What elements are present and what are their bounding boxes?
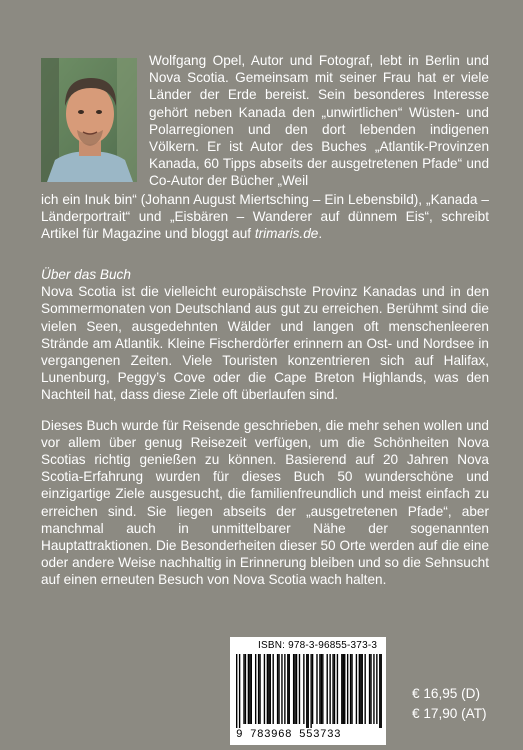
barcode-bar [321,654,322,724]
about-book-section [41,266,489,602]
barcode-bar [258,654,259,724]
barcode-bar [281,654,282,724]
barcode-bar [268,654,269,724]
author-bio-text: Wolfgang Opel, Autor und Fotograf, lebt in Berlin und Nova Scotia. Gemeinsam mit seiner Frau hat er viele Länder der Erde bereist. Sein besonderes Interesse gehört neben Kanada den „unwirtlichen“ Wüsten- und Polarregionen und den dort lebenden indigenen Völkern. Er ist Autor des Buches „Atlantik-Provinzen Kanada, 60 Tipps abseits der ausgetretenen Pfade“ und Co-Autor der Bücher „Weil [149,53,489,189]
barcode-bar [327,654,328,724]
barcode-bar [332,654,333,724]
author-bio [149,52,489,190]
barcode-bar [243,654,244,724]
barcode-bar [312,654,313,724]
author-photo [41,58,137,182]
barcode-bar [249,654,250,724]
barcode-bar [369,654,370,724]
about-paragraph-2: Dieses Buch wurde für Reisende geschrieben, die mehr sehen wollen und vor allem über genug Reisezeit verfügen, um die Schönheiten Nova Scotias richtig genießen zu können. Basierend auf 20 Jahren Nova Scotia-Erfahrung wurden für dieses Buch 50 wunderschöne und einzigartige Ziele ausgesucht, die familienfreundlich und meist einfach zu erreichen sind. Sie liegen abseits der „ausgetretenen Pfade“, aber manchmal auch in unmittelbarer Nähe der sogenannten Hauptattraktionen. Die Besonderheiten dieser 50 Orte werden auf die eine oder andere Weise nachhaltig in Erinnerung bleiben und so die Sehnsucht auf einen erneuten Besuch von Nova Scotia wach halten. [41,417,489,588]
barcode-bar [236,654,237,728]
barcode-bar [277,654,278,724]
barcode-bar [322,654,323,724]
barcode-bar [296,654,297,724]
author-bio-continued [41,191,489,243]
barcode-bar [251,654,252,724]
barcode-bar [364,654,365,724]
barcode-bar [359,654,360,724]
barcode-bar [316,654,317,724]
barcode-digits: 9 783968 553733 [236,729,342,741]
barcode-bar [351,654,352,724]
barcode-bar [360,654,361,724]
barcode-bar [259,654,260,724]
isbn-label: ISBN: 978-3-96855-373-3 [258,640,378,651]
barcode-bar [347,654,348,724]
barcode-bar [303,654,304,724]
author-website: trimaris.de [254,226,319,242]
barcode-bar [344,654,345,724]
barcode-bar [329,654,330,724]
barcode-bar [376,654,377,724]
barcode-bar [248,654,249,724]
barcode-bar [350,654,351,724]
barcode-bar [379,654,380,728]
isbn-barcode [230,637,386,745]
barcode-bar [270,654,271,724]
barcode-bar [362,654,363,724]
about-paragraph-1: Nova Scotia ist die vielleicht europäischste Provinz Kanadas und in den Sommermonaten von Deutschland aus gut zu erreichen. Berühmt sind die vielen Seen, ausgedehnten Wälder und langen oft menschenleeren Strände am Atlantik. Kleine Fischerdörfer erinnern an Ost- und Nordsee in vergangenen Zeiten. Viele Touristen konzentrieren sich auf Halifax, Lunenburg, Peggy’s Cove oder die Cape Breton Highlands, was den Nachteil hat, dass diese Ziele oft überlaufen sind. [41,284,489,403]
barcode-bar [255,654,256,724]
barcode-bar [299,654,300,724]
barcode-bar [319,654,320,724]
barcode-bar [264,654,265,724]
barcode-bar [334,654,335,724]
barcode-bar [278,654,279,724]
barcode-bar [370,654,371,724]
barcode-bar [306,654,307,728]
barcode-bar [267,654,268,724]
barcode-bar [239,654,240,728]
barcode-bar [245,654,246,724]
barcode-bar [373,654,374,724]
barcode-bar [356,654,357,724]
barcode-bar [308,654,309,728]
barcode-bar [294,654,295,724]
barcode-bar [289,654,290,724]
barcode-bar [310,654,311,728]
barcode-bar [337,654,338,724]
barcode-bar [287,654,288,724]
barcode-bar [381,654,382,728]
barcode-bar [343,654,344,724]
barcode-bar [293,654,294,724]
price-germany: € 16,95 (D) [412,686,481,701]
barcode-bar [341,654,342,724]
about-heading: Über das Buch [41,267,131,282]
price-austria: € 17,90 (AT) [412,706,487,721]
barcode-bar [273,654,274,724]
barcode-bar [284,654,285,724]
author-bio-rest: ich ein Inuk bin“ (Johann August Miertsching – Ein Lebensbild), „Kanada – Länderportrait“ und „Eisbären – Wanderer auf dünnem Eis“, schreibt Artikel für Magazine und bloggt auf [41,192,489,242]
barcode-bars [236,654,382,728]
author-bio-end: . [318,226,323,242]
